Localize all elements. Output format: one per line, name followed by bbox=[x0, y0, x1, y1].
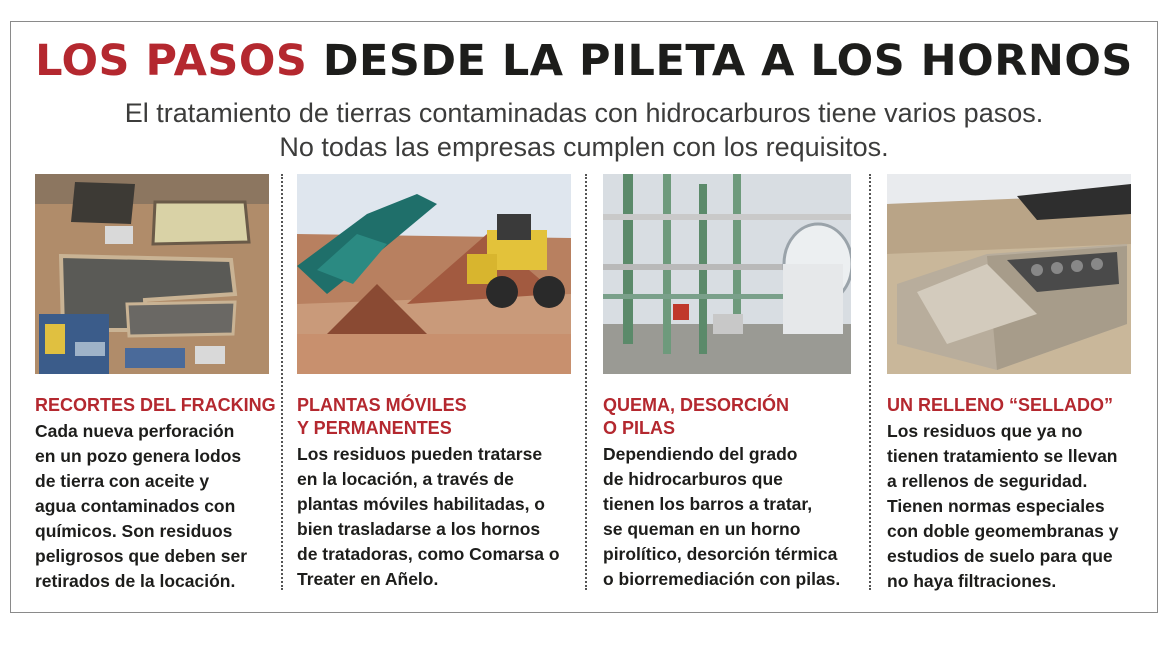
step-body-line: agua contaminados con bbox=[35, 496, 236, 516]
subtitle-line-2: No todas las empresas cumplen con los requisitos. bbox=[279, 132, 889, 162]
step-body bbox=[35, 419, 247, 594]
step-heading-line: O PILAS bbox=[603, 418, 676, 438]
sealed-landfill-cell-photo bbox=[887, 174, 1131, 374]
step-body bbox=[603, 442, 840, 592]
step-heading bbox=[603, 394, 789, 440]
step-heading bbox=[35, 394, 276, 417]
step-body-line: en un pozo genera lodos bbox=[35, 446, 242, 466]
page-subtitle bbox=[11, 96, 1157, 164]
step-heading bbox=[887, 394, 1113, 417]
step-heading-line: PLANTAS MÓVILES bbox=[297, 395, 467, 415]
column-divider bbox=[281, 174, 283, 590]
step-body-line: de tierra con aceite y bbox=[35, 471, 210, 491]
aerial-fracking-pits-photo bbox=[35, 174, 269, 374]
title-accent: LOS PASOS bbox=[35, 36, 308, 86]
column-divider bbox=[585, 174, 587, 590]
step-body-line: de tratadoras, como Comarsa o bbox=[297, 544, 560, 564]
step-body-line: Treater en Añelo. bbox=[297, 569, 439, 589]
step-body-line: estudios de suelo para que bbox=[887, 546, 1113, 566]
step-body-line: con doble geomembranas y bbox=[887, 521, 1119, 541]
title-rest: DESDE LA PILETA A LOS HORNOS bbox=[307, 36, 1133, 86]
step-heading bbox=[297, 394, 467, 440]
step-body-line: tienen los barros a tratar, bbox=[603, 494, 813, 514]
mobile-plant-loader-photo bbox=[297, 174, 571, 374]
step-body-line: bien trasladarse a los hornos bbox=[297, 519, 541, 539]
step-body-line: de hidrocarburos que bbox=[603, 469, 783, 489]
subtitle-line-1: El tratamiento de tierras contaminadas con hidrocarburos tiene varios pasos. bbox=[124, 98, 1044, 128]
step-body-line: pirolítico, desorción térmica bbox=[603, 544, 838, 564]
step-body bbox=[297, 442, 560, 592]
step-heading-line: RECORTES DEL FRACKING bbox=[35, 395, 276, 415]
step-heading-line: QUEMA, DESORCIÓN bbox=[603, 395, 790, 415]
step-body-line: a rellenos de seguridad. bbox=[887, 471, 1088, 491]
step-body-line: plantas móviles habilitadas, o bbox=[297, 494, 545, 514]
infographic-frame bbox=[10, 21, 1158, 613]
industrial-furnace-pipes-photo bbox=[603, 174, 851, 374]
step-body-line: en la locación, a través de bbox=[297, 469, 514, 489]
step-body-line: Los residuos pueden tratarse bbox=[297, 444, 543, 464]
step-heading-line: UN RELLENO “SELLADO” bbox=[887, 395, 1114, 415]
step-body-line: Cada nueva perforación bbox=[35, 421, 235, 441]
step-body-line: tienen tratamiento se llevan bbox=[887, 446, 1118, 466]
step-body-line: retirados de la locación. bbox=[35, 571, 236, 591]
step-body-line: Tienen normas especiales bbox=[887, 496, 1105, 516]
step-body-line: no haya filtraciones. bbox=[887, 571, 1057, 591]
column-divider bbox=[869, 174, 871, 590]
step-body-line: químicos. Son residuos bbox=[35, 521, 233, 541]
step-body-line: peligrosos que deben ser bbox=[35, 546, 247, 566]
step-body-line: Los residuos que ya no bbox=[887, 421, 1083, 441]
page-title bbox=[11, 36, 1157, 86]
step-body-line: se queman en un horno bbox=[603, 519, 801, 539]
step-body-line: o biorremediación con pilas. bbox=[603, 569, 841, 589]
step-body bbox=[887, 419, 1118, 594]
step-heading-line: Y PERMANENTES bbox=[297, 418, 452, 438]
step-body-line: Dependiendo del grado bbox=[603, 444, 798, 464]
